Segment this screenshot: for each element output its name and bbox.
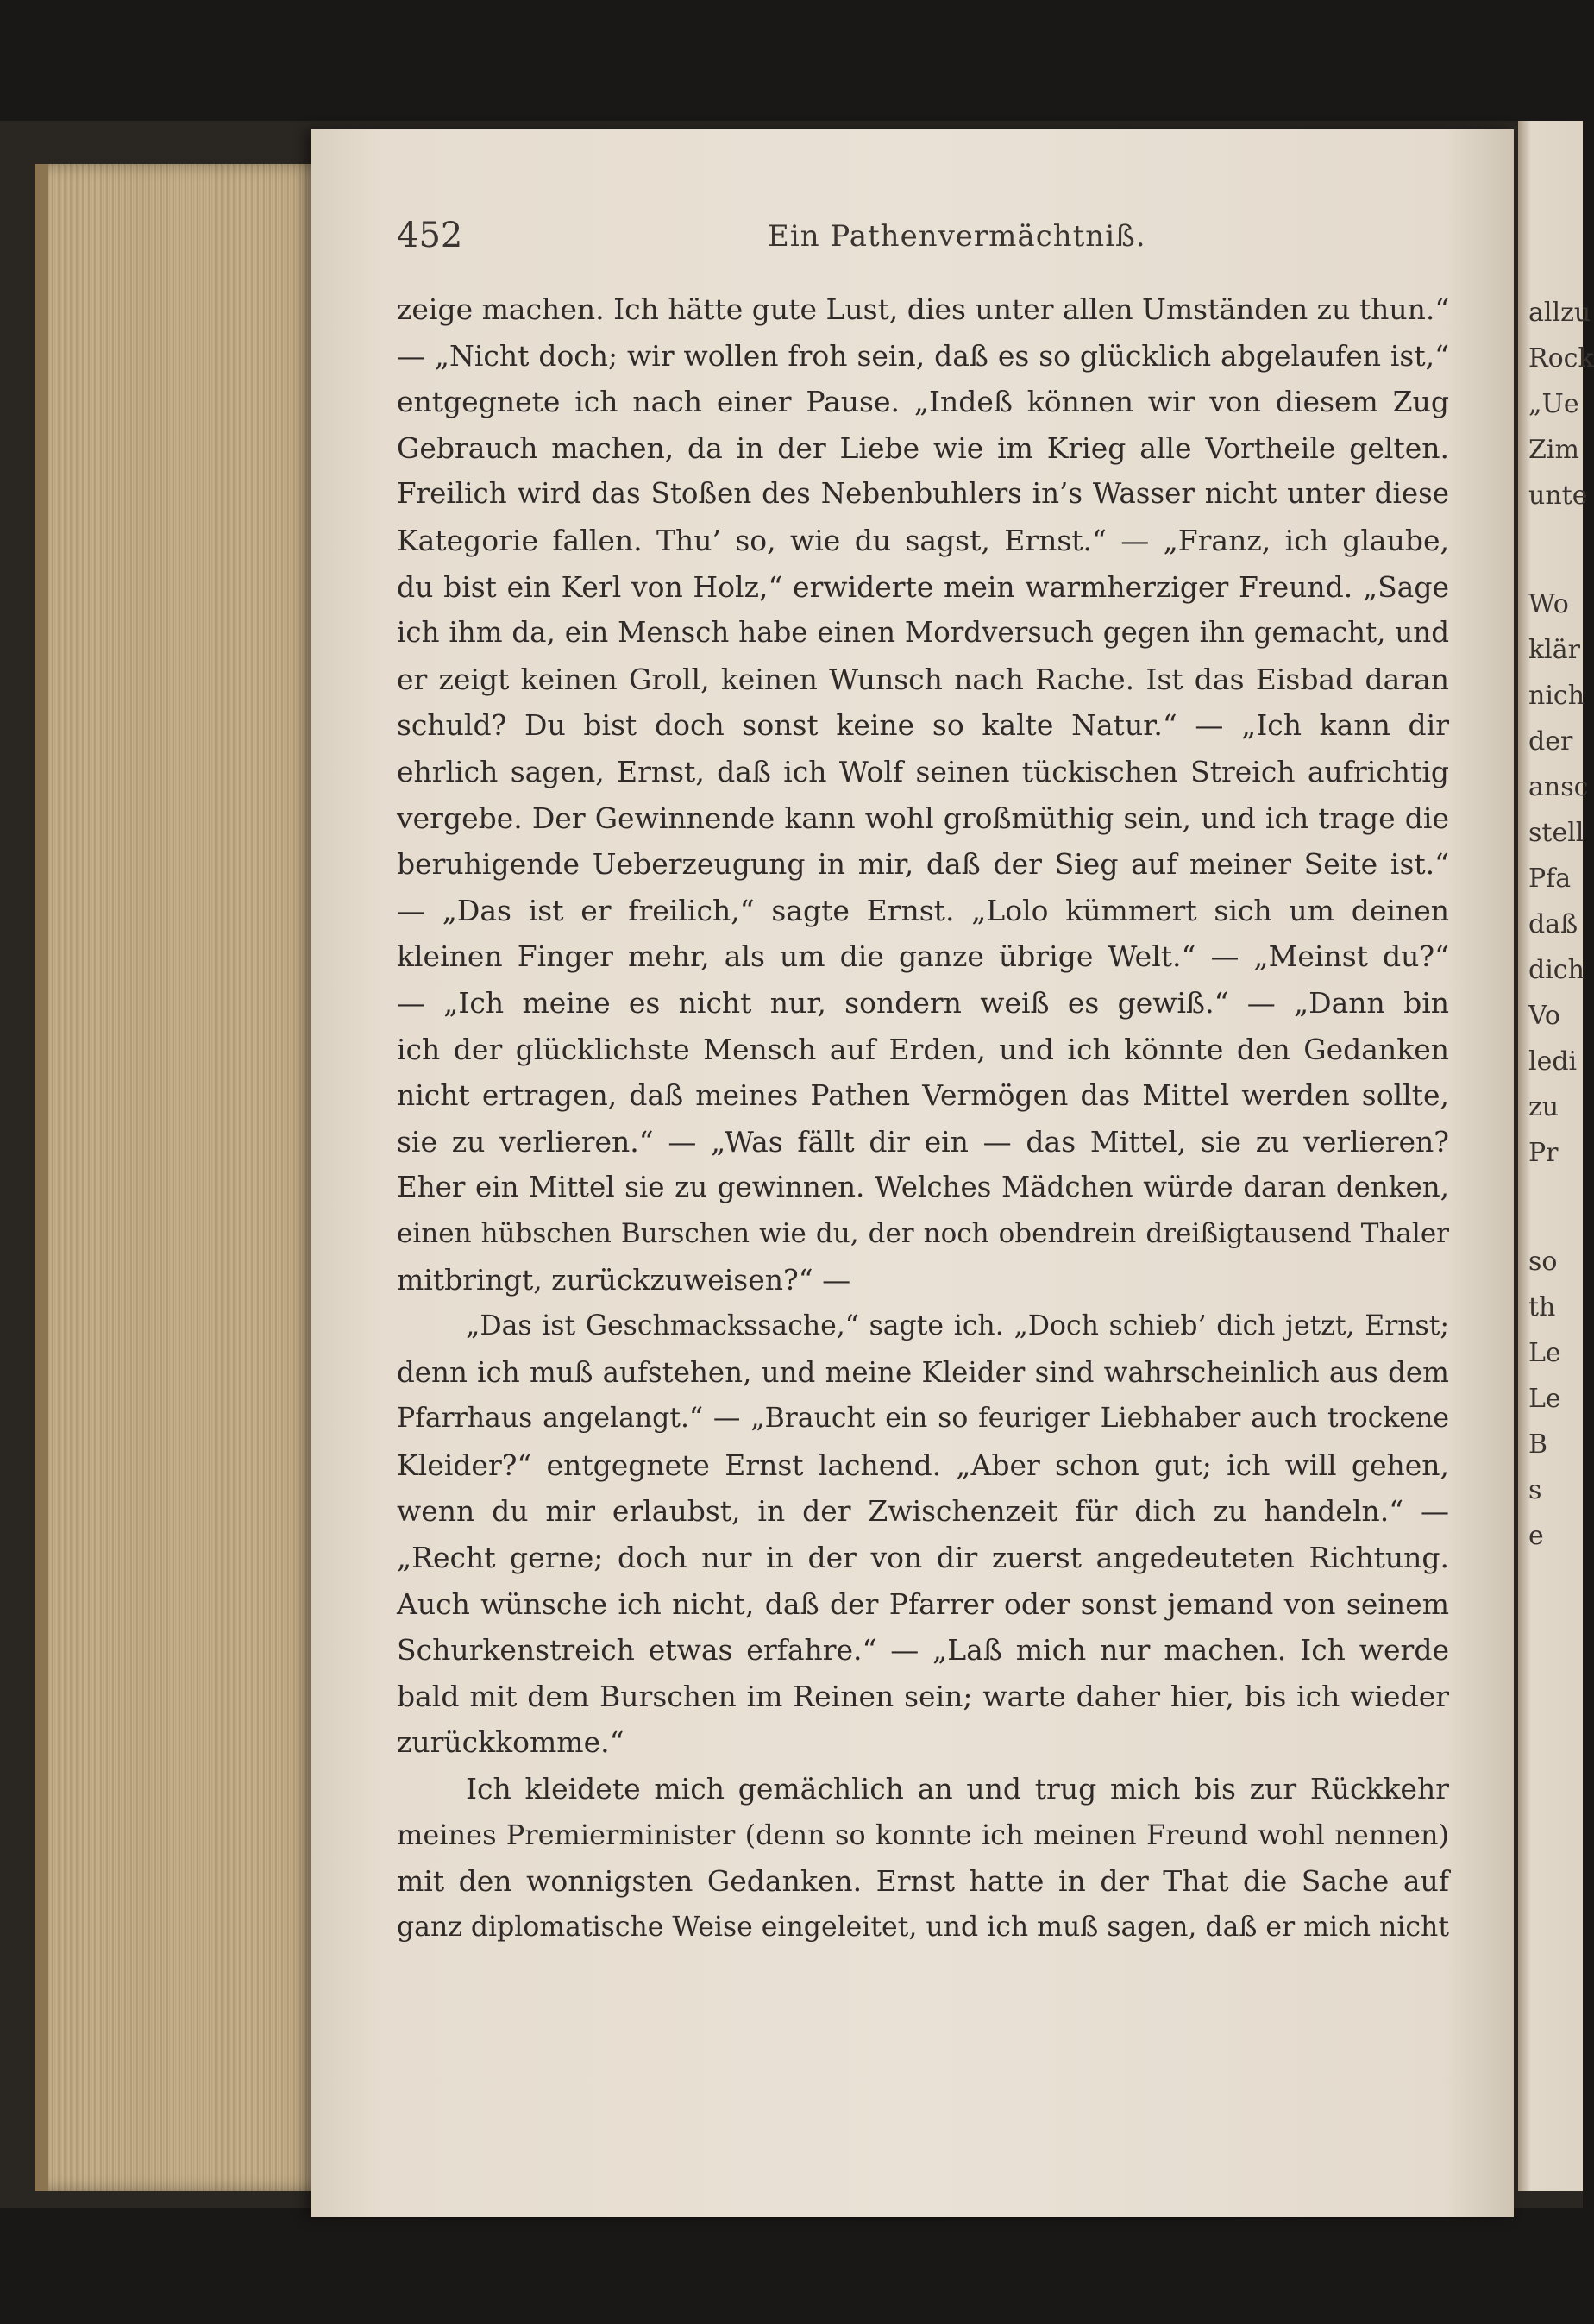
text-line: einen hübschen Burschen wie du, der noch obendrein dreißigtausend Thaler bbox=[397, 1217, 1449, 1249]
next-page-fragment: dich bbox=[1528, 955, 1585, 985]
next-page-fragment: daß bbox=[1528, 909, 1578, 939]
text-line: Schurkenstreich etwas erfahre.“ — „Laß mich nur machen. Ich werde bbox=[397, 1633, 1449, 1668]
text-line: nicht ertragen, daß meines Pathen Vermögen das Mittel werden sollte, bbox=[397, 1078, 1449, 1113]
text-line: — „Ich meine es nicht nur, sondern weiß es gewiß.“ — „Dann bin bbox=[397, 985, 1449, 1020]
body-text bbox=[397, 286, 1449, 1950]
next-page-fragment: so bbox=[1528, 1247, 1558, 1277]
text-line: ich der glücklichste Mensch auf Erden, und ich könnte den Gedanken bbox=[397, 1032, 1449, 1066]
next-page-fragment: Pfa bbox=[1528, 864, 1572, 894]
text-line: entgegnete ich nach einer Pause. „Indeß können wir von diesem Zug bbox=[397, 385, 1449, 419]
page-number: 452 bbox=[397, 216, 463, 255]
text-line: denn ich muß aufstehen, und meine Kleider sind wahrscheinlich aus dem bbox=[397, 1355, 1449, 1389]
text-line: „Das ist Geschmackssache,“ sagte ich. „Doch schieb’ dich jetzt, Ernst; bbox=[466, 1310, 1449, 1342]
text-line: Freilich wird das Stoßen des Nebenbuhlers in’s Wasser nicht unter diese bbox=[397, 477, 1449, 511]
next-page-fragment: unte bbox=[1528, 481, 1588, 511]
text-line: vergebe. Der Gewinnende kann wohl großmüthig sein, und ich trage die bbox=[397, 801, 1449, 835]
text-line: — „Nicht doch; wir wollen froh sein, daß es so glücklich abgelaufen ist,“ bbox=[397, 338, 1449, 373]
next-page-fragment: ledi bbox=[1528, 1046, 1578, 1077]
text-line: Auch wünsche ich nicht, daß der Pfarrer oder sonst jemand von seinem bbox=[397, 1586, 1449, 1621]
next-page-edge bbox=[1518, 121, 1594, 2191]
next-page-fragment: Wo bbox=[1528, 589, 1569, 619]
text-line: ganz diplomatische Weise eingeleitet, und ich muß sagen, daß er mich nicht bbox=[397, 1911, 1449, 1943]
text-line: ich ihm da, ein Mensch habe einen Mordversuch gegen ihn gemacht, und bbox=[397, 616, 1449, 650]
next-page-fragment: allzu bbox=[1528, 298, 1591, 328]
text-line: schuld? Du bist doch sonst keine so kalte Natur.“ — „Ich kann dir bbox=[397, 708, 1449, 743]
text-line: kleinen Finger mehr, als um die ganze übrige Welt.“ — „Meinst du?“ bbox=[397, 939, 1449, 974]
text-line: wenn du mir erlaubst, in der Zwischenzeit für dich zu handeln.“ — bbox=[397, 1494, 1449, 1529]
next-page-fragment: Zim bbox=[1528, 435, 1579, 465]
text-line: Kategorie fallen. Thu’ so, wie du sagst, Ernst.“ — „Franz, ich glaube, bbox=[397, 523, 1449, 557]
next-page-fragment: ansc bbox=[1528, 772, 1589, 802]
next-page-fragment: e bbox=[1528, 1521, 1544, 1551]
text-line: du bist ein Kerl von Holz,“ erwiderte mein warmherziger Freund. „Sage bbox=[397, 569, 1449, 604]
next-page-fragment: Le bbox=[1528, 1338, 1561, 1368]
next-page-fragment: stell bbox=[1528, 818, 1585, 848]
next-page-fragment: Vo bbox=[1528, 1001, 1560, 1031]
next-page-fragment: th bbox=[1528, 1292, 1556, 1322]
text-line: bald mit dem Burschen im Reinen sein; warte daher hier, bis ich wieder bbox=[397, 1679, 1449, 1713]
text-line: Ich kleidete mich gemächlich an und trug mich bis zur Rückkehr bbox=[466, 1772, 1449, 1806]
text-line: mit den wonnigsten Gedanken. Ernst hatte in der That die Sache auf bbox=[397, 1864, 1449, 1899]
text-line: „Recht gerne; doch nur in der von dir zuerst angedeuteten Richtung. bbox=[397, 1541, 1449, 1575]
next-page-fragment: zu bbox=[1528, 1092, 1559, 1122]
next-page-fragment: der bbox=[1528, 726, 1573, 757]
text-line: Kleider?“ entgegnete Ernst lachend. „Aber schon gut; ich will gehen, bbox=[397, 1448, 1449, 1482]
page-stack-edge bbox=[35, 164, 333, 2191]
text-line: zeige machen. Ich hätte gute Lust, dies unter allen Umständen zu thun.“ bbox=[397, 292, 1450, 326]
text-line: ehrlich sagen, Ernst, daß ich Wolf seinen tückischen Streich aufrichtig bbox=[397, 754, 1449, 788]
text-line: zurückkomme.“ bbox=[397, 1725, 624, 1760]
text-line: Pfarrhaus angelangt.“ — „Braucht ein so feuriger Liebhaber auch trockene bbox=[397, 1403, 1449, 1435]
running-title: Ein Pathenvermächtniß. bbox=[768, 219, 1146, 254]
next-page-fragment: nich bbox=[1528, 681, 1585, 711]
next-page-fragment: „Ue bbox=[1528, 389, 1579, 419]
page-header bbox=[397, 216, 1397, 267]
text-line: Eher ein Mittel sie zu gewinnen. Welches Mädchen würde daran denken, bbox=[397, 1171, 1449, 1204]
text-line: sie zu verlieren.“ — „Was fällt dir ein — das Mittel, sie zu verlieren? bbox=[397, 1124, 1449, 1159]
next-page-fragment: Rock bbox=[1528, 343, 1594, 374]
text-line: meines Premierminister (denn so konnte ich meinen Freund wohl nennen) bbox=[397, 1818, 1449, 1851]
next-page-fragment: Pr bbox=[1528, 1138, 1559, 1168]
book-page bbox=[311, 129, 1514, 2217]
text-line: er zeigt keinen Groll, keinen Wunsch nach Rache. Ist das Eisbad daran bbox=[397, 662, 1449, 696]
text-line: — „Das ist er freilich,“ sagte Ernst. „Lolo kümmert sich um deinen bbox=[397, 893, 1449, 927]
text-line: beruhigende Ueberzeugung in mir, daß der Sieg auf meiner Seite ist.“ bbox=[397, 847, 1449, 882]
next-page-fragment: s bbox=[1528, 1475, 1542, 1505]
text-line: mitbringt, zurückzuweisen?“ — bbox=[397, 1263, 851, 1297]
next-page-fragment: B bbox=[1528, 1429, 1548, 1460]
next-page-fragment: Le bbox=[1528, 1384, 1561, 1414]
text-line: Gebrauch machen, da in der Liebe wie im Krieg alle Vortheile gelten. bbox=[397, 430, 1449, 465]
next-page-fragment: klär bbox=[1528, 635, 1580, 665]
